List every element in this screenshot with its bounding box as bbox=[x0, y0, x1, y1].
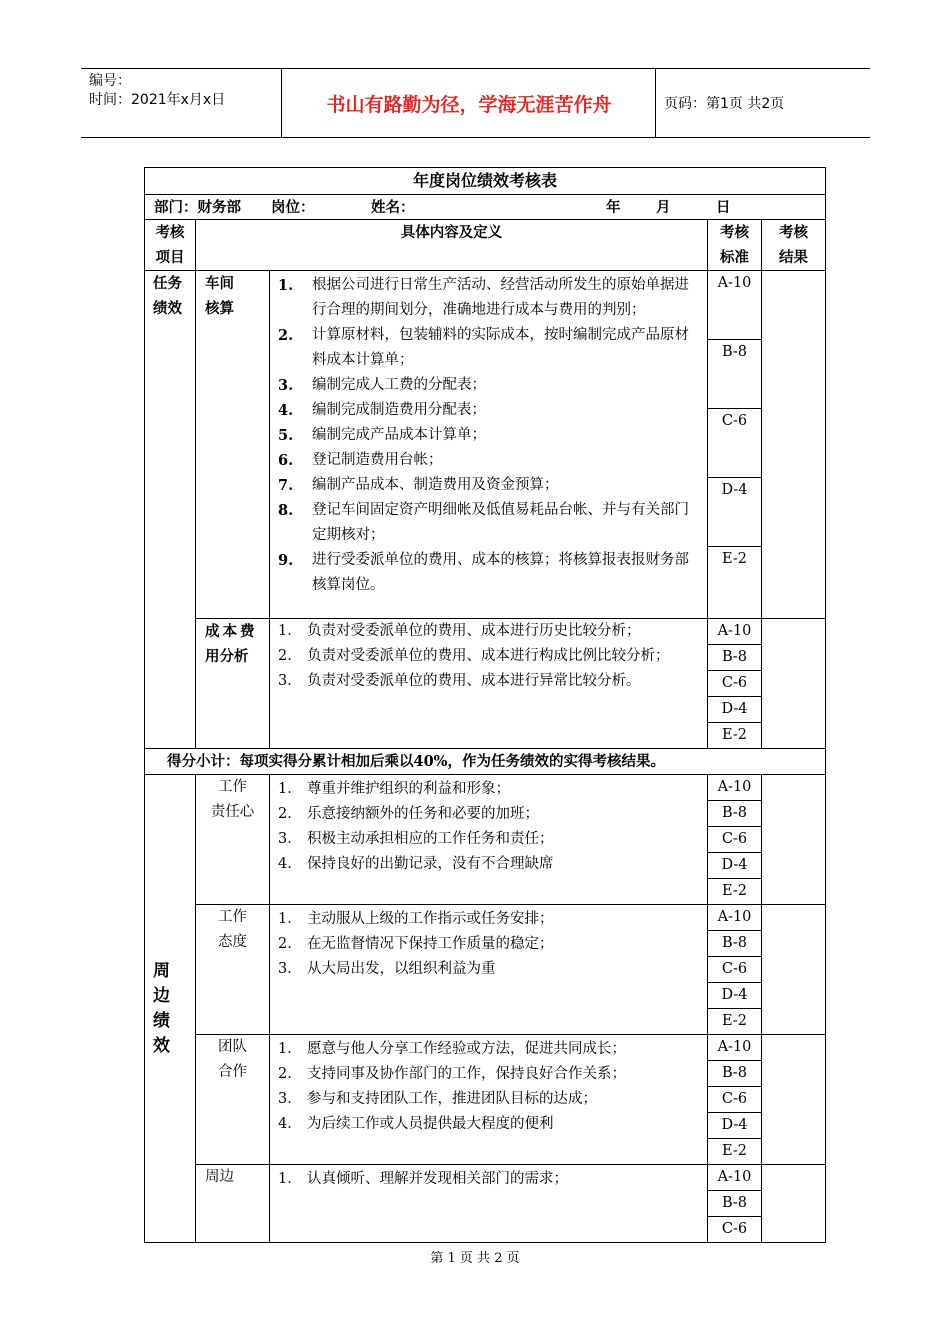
grade-cell: C-6 bbox=[708, 1087, 762, 1113]
item-text: 编制产品成本、制造费用及资金预算； bbox=[312, 477, 559, 493]
year-field: 年 bbox=[606, 199, 621, 216]
item-number: 1． bbox=[278, 1171, 302, 1187]
item-text: 乐意接纳额外的任务和必要的加班； bbox=[307, 806, 539, 822]
item-number: 3． bbox=[278, 673, 302, 689]
list-item bbox=[278, 669, 701, 694]
list-item bbox=[278, 802, 701, 827]
item-number: 1． bbox=[278, 1041, 302, 1057]
content-teamwork bbox=[270, 1035, 708, 1165]
result-cell[interactable] bbox=[762, 271, 826, 619]
item-number: 6. bbox=[278, 452, 294, 469]
grade-cell: B-8 bbox=[708, 931, 762, 957]
item-number: 1． bbox=[278, 781, 302, 797]
list-item bbox=[278, 473, 701, 498]
list-item bbox=[278, 548, 701, 598]
item-text: 在无监督情况下保持工作质量的稳定； bbox=[307, 936, 554, 952]
subitem-surrounding: 周边 bbox=[196, 1165, 270, 1243]
appraisal-table bbox=[144, 167, 826, 1243]
grade-cell: C-6 bbox=[708, 957, 762, 983]
subitem-cost-analysis: 成本费 用分析 bbox=[196, 619, 270, 749]
item-text: 愿意与他人分享工作经验或方法，促进共同成长； bbox=[307, 1041, 626, 1057]
item-number: 9. bbox=[278, 552, 294, 569]
item-text: 主动服从上级的工作指示或任务安排； bbox=[307, 911, 554, 927]
item-text: 编制完成制造费用分配表； bbox=[312, 402, 486, 418]
header-page-info: 页码：第1页 共2页 bbox=[664, 96, 785, 112]
item-text: 为后续工作或人员提供最大程度的便利 bbox=[307, 1116, 554, 1132]
month-field: 月 bbox=[656, 199, 671, 216]
category-task: 任务 绩效 bbox=[145, 271, 196, 749]
list-item bbox=[278, 957, 701, 982]
grade-cell: B-8 bbox=[708, 801, 762, 827]
item-text: 保持良好的出勤记录，没有不合理缺席 bbox=[307, 856, 554, 872]
item-number: 2. bbox=[278, 327, 294, 344]
result-cell[interactable] bbox=[762, 619, 826, 749]
item-text: 支持同事及协作部门的工作，保持良好合作关系； bbox=[307, 1066, 626, 1082]
item-number: 4． bbox=[278, 1116, 302, 1132]
item-number: 8. bbox=[278, 502, 294, 519]
grade-cell: D-4 bbox=[708, 478, 762, 547]
item-text: 计算原材料，包装辅料的实际成本，按时编制完成产品原材料成本计算单； bbox=[312, 327, 689, 368]
grade-cell: A-10 bbox=[708, 905, 762, 931]
grade-cell: A-10 bbox=[708, 271, 762, 340]
content-surrounding bbox=[270, 1165, 708, 1243]
list-item bbox=[278, 827, 701, 852]
subitem-responsibility: 工作 责任心 bbox=[196, 775, 270, 905]
content-attitude bbox=[270, 905, 708, 1035]
item-number: 2． bbox=[278, 936, 302, 952]
item-number: 3． bbox=[278, 961, 302, 977]
subitem-attitude: 工作 态度 bbox=[196, 905, 270, 1035]
item-number: 7. bbox=[278, 477, 294, 494]
grade-cell: E-2 bbox=[708, 879, 762, 905]
content-responsibility bbox=[270, 775, 708, 905]
day-field: 日 bbox=[716, 199, 731, 216]
result-cell[interactable] bbox=[762, 1035, 826, 1165]
list-item bbox=[278, 423, 701, 448]
item-number: 5. bbox=[278, 427, 294, 444]
item-text: 进行受委派单位的费用、成本的核算；将核算报表报财务部核算岗位。 bbox=[312, 552, 689, 593]
item-text: 负责对受委派单位的费用、成本进行历史比较分析； bbox=[307, 623, 641, 639]
time-label: 时间：2021年x月x日 bbox=[89, 92, 226, 108]
header-item: 考核 项目 bbox=[145, 220, 196, 271]
item-text: 负责对受委派单位的费用、成本进行构成比例比较分析； bbox=[307, 648, 670, 664]
item-text: 负责对受委派单位的费用、成本进行异常比较分析。 bbox=[307, 673, 641, 689]
grade-cell: D-4 bbox=[708, 983, 762, 1009]
item-text: 积极主动承担相应的工作任务和责任； bbox=[307, 831, 554, 847]
list-item bbox=[278, 777, 701, 802]
grade-cell: B-8 bbox=[708, 340, 762, 409]
subitem-teamwork: 团队 合作 bbox=[196, 1035, 270, 1165]
table-title: 年度岗位绩效考核表 bbox=[145, 168, 826, 195]
result-cell[interactable] bbox=[762, 1165, 826, 1243]
grade-cell: A-10 bbox=[708, 619, 762, 645]
item-number: 3． bbox=[278, 1091, 302, 1107]
grade-cell: C-6 bbox=[708, 671, 762, 697]
item-number: 3． bbox=[278, 831, 302, 847]
category-peripheral: 周 边 绩 效 bbox=[145, 775, 196, 1243]
item-text: 认真倾听、理解并发现相关部门的需求； bbox=[307, 1171, 568, 1187]
list-item bbox=[278, 323, 701, 373]
header-motto: 书山有路勤为径，学海无涯苦作舟 bbox=[283, 69, 656, 137]
list-item bbox=[278, 498, 701, 548]
grade-cell: A-10 bbox=[708, 775, 762, 801]
header-meta bbox=[81, 69, 282, 137]
item-text: 根据公司进行日常生产活动、经营活动所发生的原始单据进行合理的期间划分，准确地进行成本与费用的判别； bbox=[312, 277, 689, 318]
list-item bbox=[278, 1062, 701, 1087]
subitem-workshop: 车间 核算 bbox=[196, 271, 270, 619]
item-number: 2． bbox=[278, 648, 302, 664]
item-text: 登记车间固定资产明细帐及低值易耗品台帐、并与有关部门定期核对； bbox=[312, 502, 689, 543]
list-item bbox=[278, 852, 701, 877]
grade-cell: C-6 bbox=[708, 1217, 762, 1243]
name-field: 姓名： bbox=[371, 199, 415, 216]
item-number: 2． bbox=[278, 806, 302, 822]
item-text: 编制完成人工费的分配表； bbox=[312, 377, 486, 393]
info-row bbox=[145, 195, 826, 220]
list-item bbox=[278, 907, 701, 932]
grade-cell: E-2 bbox=[708, 547, 762, 619]
list-item bbox=[278, 644, 701, 669]
item-number: 3. bbox=[278, 377, 294, 394]
grade-cell: C-6 bbox=[708, 409, 762, 478]
list-item bbox=[278, 1167, 701, 1192]
grade-cell: C-6 bbox=[708, 827, 762, 853]
content-cost-analysis bbox=[270, 619, 708, 749]
item-number: 2． bbox=[278, 1066, 302, 1082]
content-workshop bbox=[270, 271, 708, 619]
list-item bbox=[278, 619, 701, 644]
list-item bbox=[278, 1037, 701, 1062]
list-item bbox=[278, 373, 701, 398]
result-cell[interactable] bbox=[762, 775, 826, 905]
item-text: 从大局出发，以组织利益为重 bbox=[307, 961, 496, 977]
post-field: 岗位： bbox=[271, 199, 315, 216]
item-text: 登记制造费用台帐； bbox=[312, 452, 443, 468]
item-number: 1. bbox=[278, 277, 294, 294]
item-number: 4． bbox=[278, 856, 302, 872]
item-text: 参与和支持团队工作，推进团队目标的达成； bbox=[307, 1091, 597, 1107]
grade-cell: E-2 bbox=[708, 1009, 762, 1035]
grade-cell: D-4 bbox=[708, 697, 762, 723]
dept-field: 部门：财务部 bbox=[154, 199, 241, 216]
grade-cell: B-8 bbox=[708, 645, 762, 671]
list-item bbox=[278, 448, 701, 473]
page-footer: 第 1 页 共 2 页 bbox=[430, 1251, 520, 1266]
list-item bbox=[278, 273, 701, 323]
item-number: 4. bbox=[278, 402, 294, 419]
grade-cell: E-2 bbox=[708, 1139, 762, 1165]
grade-cell: A-10 bbox=[708, 1035, 762, 1061]
task-summary: 得分小计：每项实得分累计相加后乘以40%，作为任务绩效的实得考核结果。 bbox=[145, 749, 826, 775]
list-item bbox=[278, 932, 701, 957]
list-item bbox=[278, 398, 701, 423]
grade-cell: A-10 bbox=[708, 1165, 762, 1191]
item-text: 编制完成产品成本计算单； bbox=[312, 427, 486, 443]
grade-cell: D-4 bbox=[708, 1113, 762, 1139]
list-item bbox=[278, 1087, 701, 1112]
item-number: 1． bbox=[278, 623, 302, 639]
result-cell[interactable] bbox=[762, 905, 826, 1035]
header-result: 考核 结果 bbox=[762, 220, 826, 271]
grade-cell: D-4 bbox=[708, 853, 762, 879]
header-content: 具体内容及定义 bbox=[196, 220, 708, 271]
grade-cell: B-8 bbox=[708, 1191, 762, 1217]
grade-cell: B-8 bbox=[708, 1061, 762, 1087]
number-label: 编号： bbox=[89, 73, 131, 89]
grade-cell: E-2 bbox=[708, 723, 762, 749]
page-header bbox=[81, 68, 870, 138]
item-number: 1． bbox=[278, 911, 302, 927]
item-text: 尊重并维护组织的利益和形象； bbox=[307, 781, 510, 797]
list-item bbox=[278, 1112, 701, 1137]
header-standard: 考核 标准 bbox=[708, 220, 762, 271]
